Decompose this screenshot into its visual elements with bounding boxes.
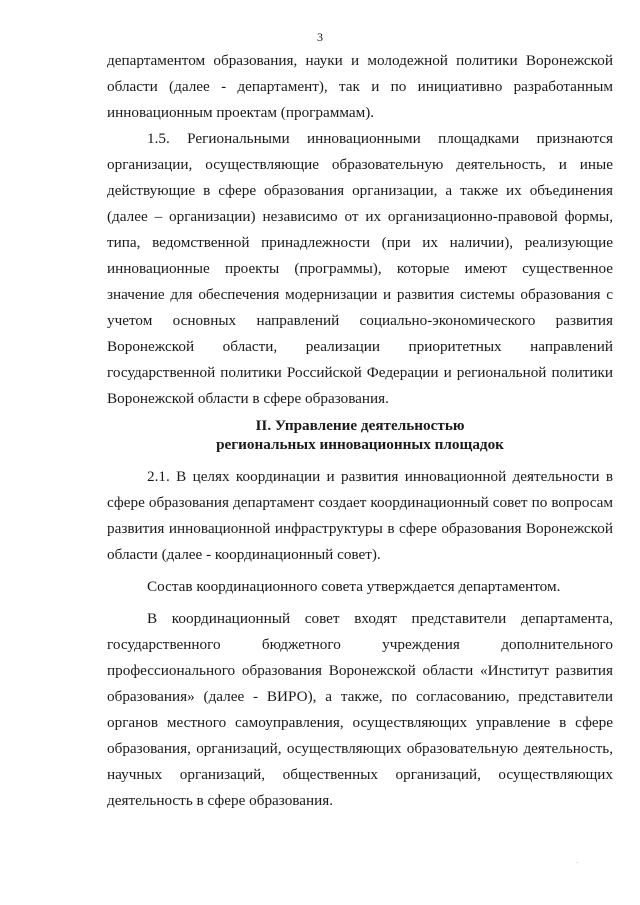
paragraph-council-composition: Состав координационного совета утверждается департаментом. (147, 578, 561, 595)
section-heading (107, 416, 613, 454)
section-heading-line-2: региональных инновационных площадок (216, 436, 504, 453)
paragraph-2-1: 2.1. В целях координации и развития инновационной деятельности в сфере образования департамент создает координационный совет по вопросам развития инновационной инфраструктуры в сфере образования Воронежской области (далее - координационный совет). (107, 468, 613, 563)
paragraph-continuation: департаментом образования, науки и молодежной политики Воронежской области (далее - департамент), так и по инициативно разработанным инновационным проектам (программам). (107, 52, 613, 121)
document-body (107, 48, 613, 814)
section-heading-line-1: II. Управление деятельностью (255, 417, 465, 434)
page-number: 3 (317, 30, 323, 44)
paragraph-council-members: В координационный совет входят представители департамента, государственного бюджетного учреждения дополнительного профессионального образования Воронежской области «Институт развития образования» (далее - ВИРО), а также, по согласованию, представители органов местного самоуправления, осуществляющих управление в сфере образования, организаций, осуществляющих образовательную деятельность, научных организаций, общественных организаций, осуществляющих деятельность в сфере образования. (107, 610, 613, 809)
corner-mark: . (576, 856, 578, 865)
paragraph-1-5: 1.5. Региональными инновационными площадками признаются организации, осуществляющие образовательную деятельность, и иные действующие в сфере образования организации, а также их объединения (далее – организации) независимо от их организационно-правовой формы, типа, ведомственной принадлежности (при их наличии), реализующие инновационные проекты (программы), которые имеют существенное значение для обеспечения модернизации и развития системы образования с учетом основных направлений социально-экономического развития Воронежской области, реализации приоритетных направлений государственной политики Российской Федерации и региональной политики Воронежской области в сфере образования. (107, 130, 613, 407)
